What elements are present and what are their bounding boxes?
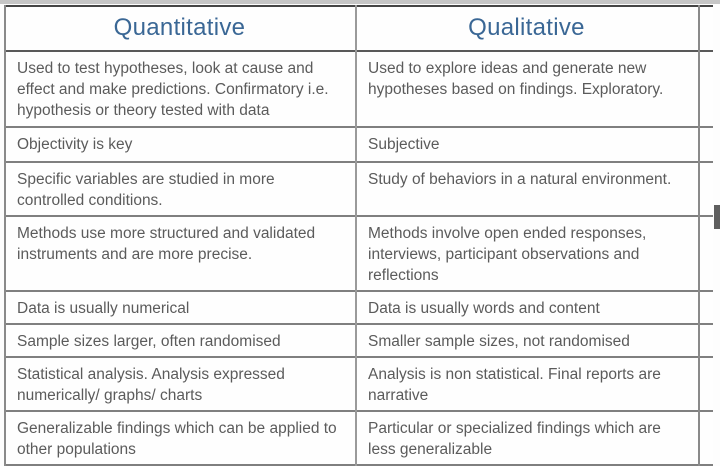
column-header-qualitative: Qualitative	[468, 13, 585, 41]
table-row	[4, 163, 713, 217]
table-header-row	[4, 5, 713, 52]
table-column-divider	[355, 5, 357, 466]
table-row	[4, 358, 713, 412]
column-header-quantitative: Quantitative	[113, 13, 246, 41]
table-row	[4, 412, 713, 466]
table-cell-qualitative: Study of behaviors in a natural environment.	[368, 171, 672, 188]
table-cell-qualitative: Smaller sample sizes, not randomised	[368, 333, 630, 350]
table-cell-quantitative: Objectivity is key	[17, 136, 133, 153]
table-cell-quantitative: Generalizable findings which can be applied to other populations	[17, 420, 337, 458]
table-cell-quantitative: Used to test hypotheses, look at cause and effect and make predictions. Confirmatory i.e. hypothesis or theory tested with data	[17, 60, 329, 119]
top-edge-strip	[0, 0, 720, 4]
table-cell-quantitative: Specific variables are studied in more controlled conditions.	[17, 171, 275, 209]
table-left-border	[4, 5, 6, 466]
table-cell-quantitative: Sample sizes larger, often randomised	[17, 333, 281, 350]
table-row	[4, 292, 713, 325]
table-row	[4, 325, 713, 358]
table-row	[4, 128, 713, 163]
table-cell-qualitative: Methods involve open ended responses, interviews, participant observations and reflections	[368, 225, 647, 284]
table-row	[4, 52, 713, 128]
table-row	[4, 217, 713, 292]
table-body	[4, 52, 713, 466]
table-cell-qualitative: Analysis is non statistical. Final reports are narrative	[368, 366, 661, 404]
table-cell-quantitative: Methods use more structured and validated instruments and are more precise.	[17, 225, 316, 263]
table-cell-qualitative: Data is usually words and content	[368, 300, 600, 317]
scrollbar-thumb[interactable]	[714, 205, 720, 229]
table-right-border	[698, 5, 700, 466]
table-cell-quantitative: Statistical analysis. Analysis expressed numerically/ graphs/ charts	[17, 366, 285, 404]
table-cell-qualitative: Particular or specialized findings which are less generalizable	[368, 420, 661, 458]
table-cell-qualitative: Subjective	[368, 136, 440, 153]
table-cell-qualitative: Used to explore ideas and generate new hypotheses based on findings. Exploratory.	[368, 60, 664, 98]
table-cell-quantitative: Data is usually numerical	[17, 300, 190, 317]
comparison-table	[4, 5, 713, 466]
